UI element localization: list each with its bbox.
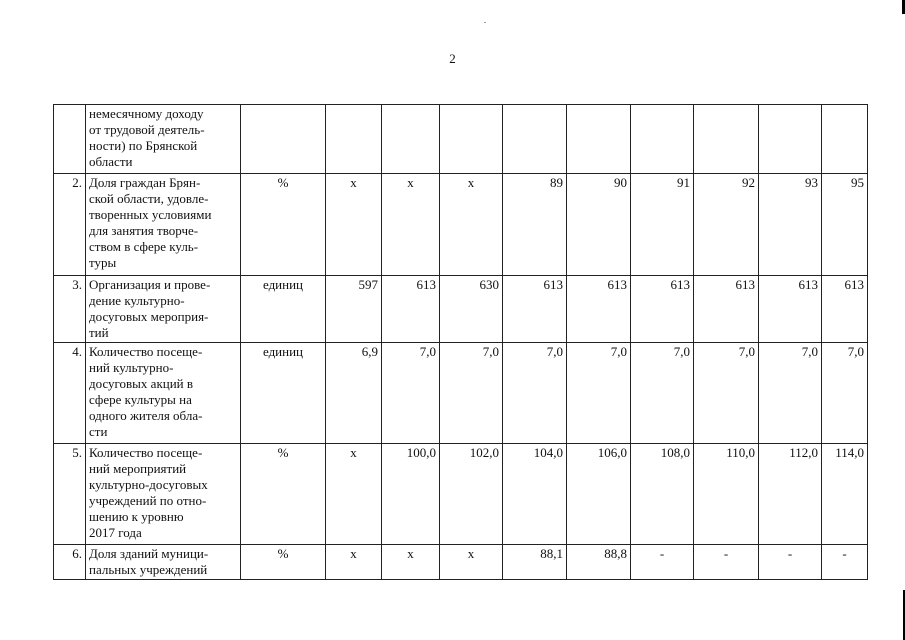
- value-cell: 613: [694, 276, 759, 343]
- value-cell: 102,0: [440, 444, 503, 545]
- value-cell: х: [382, 545, 440, 580]
- indicator-name-line: ством в сфере куль-: [89, 239, 199, 254]
- indicator-name-cell: [86, 343, 241, 444]
- value-cell: 7,0: [631, 343, 694, 444]
- value-cell: х: [440, 545, 503, 580]
- value-cell: 106,0: [567, 444, 631, 545]
- value-cell: -: [694, 545, 759, 580]
- value-cell: 7,0: [822, 343, 868, 444]
- indicator-name-line: ности) по Брянской: [89, 138, 198, 153]
- value-cell: х: [326, 545, 382, 580]
- value-cell: 7,0: [382, 343, 440, 444]
- value-cell: [440, 105, 503, 174]
- indicator-name-line: сфере культуры на: [89, 392, 192, 407]
- table-row: [54, 343, 868, 444]
- indicator-name-cell: [86, 105, 241, 174]
- unit-cell: %: [241, 174, 326, 276]
- row-number-cell: 3.: [54, 276, 86, 343]
- indicator-name-line: творенных условиями: [89, 207, 212, 222]
- indicator-name-line: Доля граждан Брян-: [89, 175, 201, 190]
- row-number-cell: 5.: [54, 444, 86, 545]
- value-cell: 88,1: [503, 545, 567, 580]
- value-cell: 613: [759, 276, 822, 343]
- value-cell: 100,0: [382, 444, 440, 545]
- value-cell: х: [382, 174, 440, 276]
- indicator-name-line: Количество посеще-: [89, 445, 203, 460]
- indicator-name-cell: [86, 545, 241, 580]
- value-cell: [694, 105, 759, 174]
- table-row: [54, 276, 868, 343]
- value-cell: 613: [503, 276, 567, 343]
- row-number-cell: 6.: [54, 545, 86, 580]
- value-cell: 7,0: [694, 343, 759, 444]
- value-cell: х: [326, 444, 382, 545]
- scan-speck: [484, 22, 486, 23]
- value-cell: 7,0: [440, 343, 503, 444]
- value-cell: 7,0: [503, 343, 567, 444]
- unit-cell: единиц: [241, 276, 326, 343]
- indicator-name-line: дение культурно-: [89, 293, 185, 308]
- value-cell: 613: [567, 276, 631, 343]
- indicator-name-line: для занятия творче-: [89, 223, 199, 238]
- indicator-name-line: немесячному доходу: [89, 106, 204, 121]
- indicator-name-line: ний мероприятий: [89, 461, 187, 476]
- table-row: [54, 174, 868, 276]
- value-cell: 613: [631, 276, 694, 343]
- value-cell: 88,8: [567, 545, 631, 580]
- indicator-name-line: одного жителя обла-: [89, 408, 203, 423]
- value-cell: 630: [440, 276, 503, 343]
- value-cell: [822, 105, 868, 174]
- value-cell: 613: [382, 276, 440, 343]
- value-cell: 95: [822, 174, 868, 276]
- indicator-name-line: досуговых акций в: [89, 376, 194, 391]
- value-cell: -: [759, 545, 822, 580]
- table-row: [54, 105, 868, 174]
- value-cell: [759, 105, 822, 174]
- indicator-name-cell: [86, 444, 241, 545]
- value-cell: 93: [759, 174, 822, 276]
- unit-cell: [241, 105, 326, 174]
- value-cell: 112,0: [759, 444, 822, 545]
- row-number-cell: 4.: [54, 343, 86, 444]
- unit-cell: %: [241, 444, 326, 545]
- value-cell: х: [326, 174, 382, 276]
- value-cell: [503, 105, 567, 174]
- indicator-name-line: досуговых мероприя-: [89, 309, 209, 324]
- value-cell: [631, 105, 694, 174]
- indicator-name-line: сти: [89, 424, 108, 439]
- value-cell: 7,0: [567, 343, 631, 444]
- page-number: 2: [449, 51, 456, 66]
- value-cell: 6,9: [326, 343, 382, 444]
- value-cell: 597: [326, 276, 382, 343]
- indicator-name-line: культурно-досуговых: [89, 477, 208, 492]
- table-body: [54, 105, 868, 580]
- indicator-name-line: ской области, удовле-: [89, 191, 209, 206]
- indicator-name-line: Доля зданий муници-: [89, 546, 209, 561]
- row-number-cell: [54, 105, 86, 174]
- value-cell: 110,0: [694, 444, 759, 545]
- value-cell: х: [440, 174, 503, 276]
- value-cell: 613: [822, 276, 868, 343]
- value-cell: -: [631, 545, 694, 580]
- table-row: [54, 444, 868, 545]
- value-cell: [567, 105, 631, 174]
- value-cell: 108,0: [631, 444, 694, 545]
- table-row: [54, 545, 868, 580]
- value-cell: [382, 105, 440, 174]
- value-cell: 90: [567, 174, 631, 276]
- indicator-name-line: Количество посеще-: [89, 344, 203, 359]
- unit-cell: %: [241, 545, 326, 580]
- indicator-name-line: пальных учреждений: [89, 562, 208, 577]
- indicator-name-line: ний культурно-: [89, 360, 174, 375]
- indicator-name-line: тий: [89, 325, 109, 340]
- value-cell: 104,0: [503, 444, 567, 545]
- indicator-name-line: туры: [89, 255, 117, 270]
- indicator-name-cell: [86, 174, 241, 276]
- indicator-name-line: учреждений по отно-: [89, 493, 207, 508]
- unit-cell: единиц: [241, 343, 326, 444]
- value-cell: 114,0: [822, 444, 868, 545]
- value-cell: [326, 105, 382, 174]
- indicator-name-cell: [86, 276, 241, 343]
- indicator-name-line: от трудовой деятель-: [89, 122, 205, 137]
- value-cell: 91: [631, 174, 694, 276]
- value-cell: -: [822, 545, 868, 580]
- indicators-table: [53, 104, 868, 580]
- indicator-name-line: 2017 года: [89, 525, 142, 540]
- indicator-name-line: шению к уровню: [89, 509, 184, 524]
- row-number-cell: 2.: [54, 174, 86, 276]
- value-cell: 7,0: [759, 343, 822, 444]
- value-cell: 92: [694, 174, 759, 276]
- indicator-name-line: области: [89, 154, 133, 169]
- value-cell: 89: [503, 174, 567, 276]
- indicator-name-line: Организация и прове-: [89, 277, 211, 292]
